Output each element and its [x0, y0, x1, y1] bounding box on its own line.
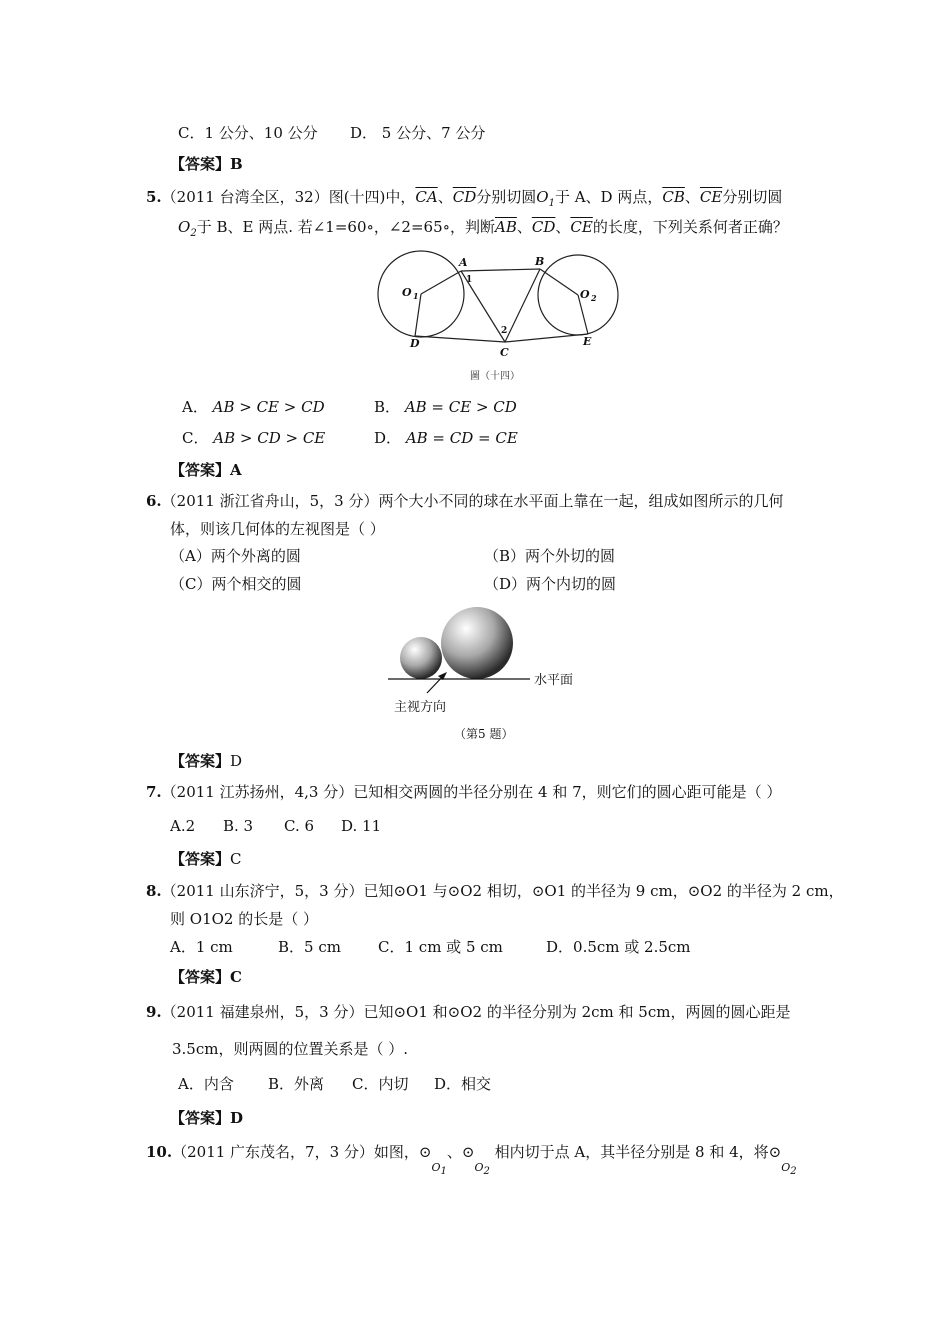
- question-number: 9.: [146, 1003, 162, 1021]
- q9-option-c: C．内切: [352, 1075, 409, 1093]
- q8-option-b: B．5 cm: [278, 938, 341, 956]
- segment-dc: [415, 336, 505, 342]
- q8-stem-line1: [146, 881, 844, 901]
- radius-o2b: [540, 269, 578, 295]
- o1-sub: 1: [440, 1166, 447, 1178]
- label-d: D: [410, 337, 420, 350]
- answer-value: C: [230, 850, 242, 868]
- option-label: C．: [182, 429, 209, 447]
- option-label: B．: [374, 398, 401, 416]
- q5-figure: [370, 248, 630, 388]
- arc-cd-2: $\overline{CD}$: [531, 218, 556, 236]
- q7-stem-text: （2011 江苏扬州，4,3 分）已知相交两圆的半径分别在 4 和 7，则它们的圆心距可能是（ ）: [161, 783, 782, 801]
- q10-stem-c: 相内切于点 A，其半径分别是 8 和 4，将⊙: [494, 1143, 782, 1161]
- label-o1: [431, 1161, 447, 1178]
- question-number: 8.: [146, 882, 162, 900]
- q6-stem-text: （2011 浙江省舟山，5，3 分）两个大小不同的球在水平面上靠在一起，组成如图所示的几何: [161, 492, 784, 510]
- option-text: AB = CE > CD: [404, 398, 517, 416]
- q5-stem-part1: （2011 台湾全区，32）图(十四)中，: [161, 188, 416, 206]
- q6-option-a: （A）两个外离的圆: [170, 547, 301, 565]
- arc-ce-2: $\overline{CE}$: [570, 218, 593, 236]
- o1-letter: O: [431, 1161, 441, 1174]
- q6-stem-line1: [146, 491, 783, 511]
- o2-sub: 2: [790, 1166, 797, 1178]
- radius-o1a: [421, 271, 461, 294]
- o2-sub: 2: [483, 1166, 490, 1178]
- arc-ce: $\overline{CE}$: [699, 188, 723, 206]
- q5-stem-part2: 于 B、E 两点. 若∠1=60∘，∠2=65∘，判断: [196, 218, 495, 236]
- q5-option-c: [182, 428, 325, 448]
- q9-stem-text: （2011 福建泉州，5，3 分）已知⊙O1 和⊙O2 的半径分别为 2cm 和 5cm，两圆的圆心距是: [161, 1003, 791, 1021]
- q8-option-c: C．1 cm 或 5 cm: [378, 938, 503, 956]
- label-horizontal-plane: 水平面: [534, 673, 574, 688]
- figure-caption: （第5 题）: [454, 727, 514, 741]
- q10-stem-a: （2011 广东茂名，7，3 分）如图，⊙: [172, 1143, 432, 1161]
- q8-option-d: D．0.5cm 或 2.5cm: [546, 938, 691, 956]
- q9-option-d: D．相交: [434, 1075, 492, 1093]
- question-number: 6.: [146, 492, 162, 510]
- q7-option-b: B. 3: [223, 817, 254, 835]
- tangent-ab: [461, 269, 540, 271]
- answer-value: D: [230, 1109, 244, 1127]
- small-sphere: [400, 637, 442, 679]
- q5-stem-part1b: 分别切圆: [476, 188, 537, 206]
- q7-option-a: A.2: [170, 817, 196, 835]
- q6-answer: [170, 751, 242, 771]
- q9-stem-line2: 3.5cm，则两圆的位置关系是（ ）.: [172, 1040, 409, 1058]
- label-o2: [474, 1161, 490, 1178]
- q5-option-d: [374, 428, 518, 448]
- option-label: D．: [374, 429, 402, 447]
- question-number: 5.: [146, 188, 162, 206]
- q4-option-c: C．1 公分、10 公分: [178, 124, 318, 142]
- q5-option-b: [374, 397, 517, 417]
- q8-option-a: A．1 cm: [170, 938, 233, 956]
- q9-option-a: A．内含: [178, 1075, 234, 1093]
- option-text: AB > CD > CE: [213, 429, 326, 447]
- q6-option-c: （C）两个相交的圆: [170, 575, 302, 593]
- o2-letter: O: [474, 1161, 484, 1174]
- label-o2-sub: 2: [591, 293, 597, 303]
- label-c: C: [500, 346, 509, 359]
- answer-label: 【答案】: [170, 968, 231, 986]
- q6-figure: [380, 600, 590, 750]
- arc-cb: $\overline{CB}$: [662, 188, 685, 206]
- q7-stem: [146, 782, 781, 802]
- q6-option-d: （D）两个内切的圆: [484, 575, 617, 593]
- label-o1: O: [402, 286, 412, 299]
- arc-cd: $\overline{CD}$: [452, 188, 477, 206]
- label-angle2: 2: [501, 326, 508, 336]
- q10-stem-b: 、⊙: [446, 1143, 475, 1161]
- o2-letter: O: [781, 1161, 791, 1174]
- label-b: B: [535, 255, 545, 268]
- answer-label: 【答案】: [170, 850, 231, 868]
- q9-answer: [170, 1108, 243, 1128]
- q7-option-c: C. 6: [284, 817, 315, 835]
- answer-label: 【答案】: [170, 155, 231, 173]
- large-sphere: [441, 607, 513, 679]
- q5-stem-line1: 5.（2011 台湾全区，32）图(十四)中，$\overline{CA}$、$\overline{CD}$分别切圆$O_1$于 A、D 两点，$\overline{CB}$、$\overline{CE}$分别切圆: [146, 188, 783, 209]
- q8-stem-line2: 则 O1O2 的长是（ ）: [170, 910, 318, 928]
- arc-ab: $\overline{AB}$: [494, 218, 517, 236]
- q9-option-b: B．外离: [268, 1075, 325, 1093]
- q5-stem-part1d: 分别切圆: [722, 188, 783, 206]
- label-e: E: [583, 335, 592, 348]
- label-o2: O: [580, 288, 590, 301]
- label-o2-b: [781, 1161, 797, 1178]
- segment-bc: [505, 269, 540, 342]
- q5-stem-part1c: 于 A、D 两点，: [554, 188, 663, 206]
- q4-option-d: D． 5 公分、7 公分: [350, 124, 486, 142]
- label-o1-sub: 1: [413, 291, 419, 301]
- q8-answer: [170, 967, 242, 987]
- answer-label: 【答案】: [170, 1109, 231, 1127]
- question-number: 7.: [146, 783, 162, 801]
- answer-value: C: [230, 968, 242, 986]
- q4-answer: [170, 154, 243, 174]
- option-text: AB = CD = CE: [405, 429, 518, 447]
- label-a: A: [459, 256, 468, 269]
- figure-caption: 圖（十四）: [470, 371, 520, 382]
- q5-option-a: [182, 397, 325, 417]
- q10-stem: [146, 1142, 797, 1178]
- answer-value: D: [230, 752, 243, 770]
- answer-value: B: [230, 155, 243, 173]
- q6-option-b: （B）两个外切的圆: [484, 547, 616, 565]
- answer-value: A: [230, 461, 242, 479]
- q5-stem-line2: $O_2$于 B、E 两点. 若∠1=60∘，∠2=65∘，判断$\overline{AB}$、$\overline{CD}$、$\overline{CE}$的长度，下列关系何者正确？: [178, 218, 788, 239]
- q8-stem-text: （2011 山东济宁，5，3 分）已知⊙O1 与⊙O2 相切，⊙O1 的半径为 9 cm，⊙O2 的半径为 2 cm，: [161, 882, 844, 900]
- circle-o1: $O_1$: [536, 188, 555, 209]
- q9-stem-line1: [146, 1002, 790, 1022]
- label-angle1: 1: [466, 275, 473, 285]
- q7-option-d: D. 11: [341, 817, 382, 835]
- answer-label: 【答案】: [170, 461, 231, 479]
- option-label: A．: [182, 398, 208, 416]
- q7-answer: [170, 849, 242, 869]
- q6-stem-line2: 体，则该几何体的左视图是（ ）: [170, 520, 385, 538]
- circle-o2: $O_2$: [178, 218, 197, 239]
- segment-ce: [505, 334, 588, 342]
- question-number: 10.: [146, 1143, 173, 1161]
- q5-answer: [170, 460, 242, 480]
- arc-ca: $\overline{CA}$: [415, 188, 438, 206]
- q5-stem-part2b: 的长度，下列关系何者正确？: [592, 218, 788, 236]
- label-view-direction: 主视方向: [394, 700, 447, 715]
- answer-label: 【答案】: [170, 752, 231, 770]
- option-text: AB > CE > CD: [212, 398, 325, 416]
